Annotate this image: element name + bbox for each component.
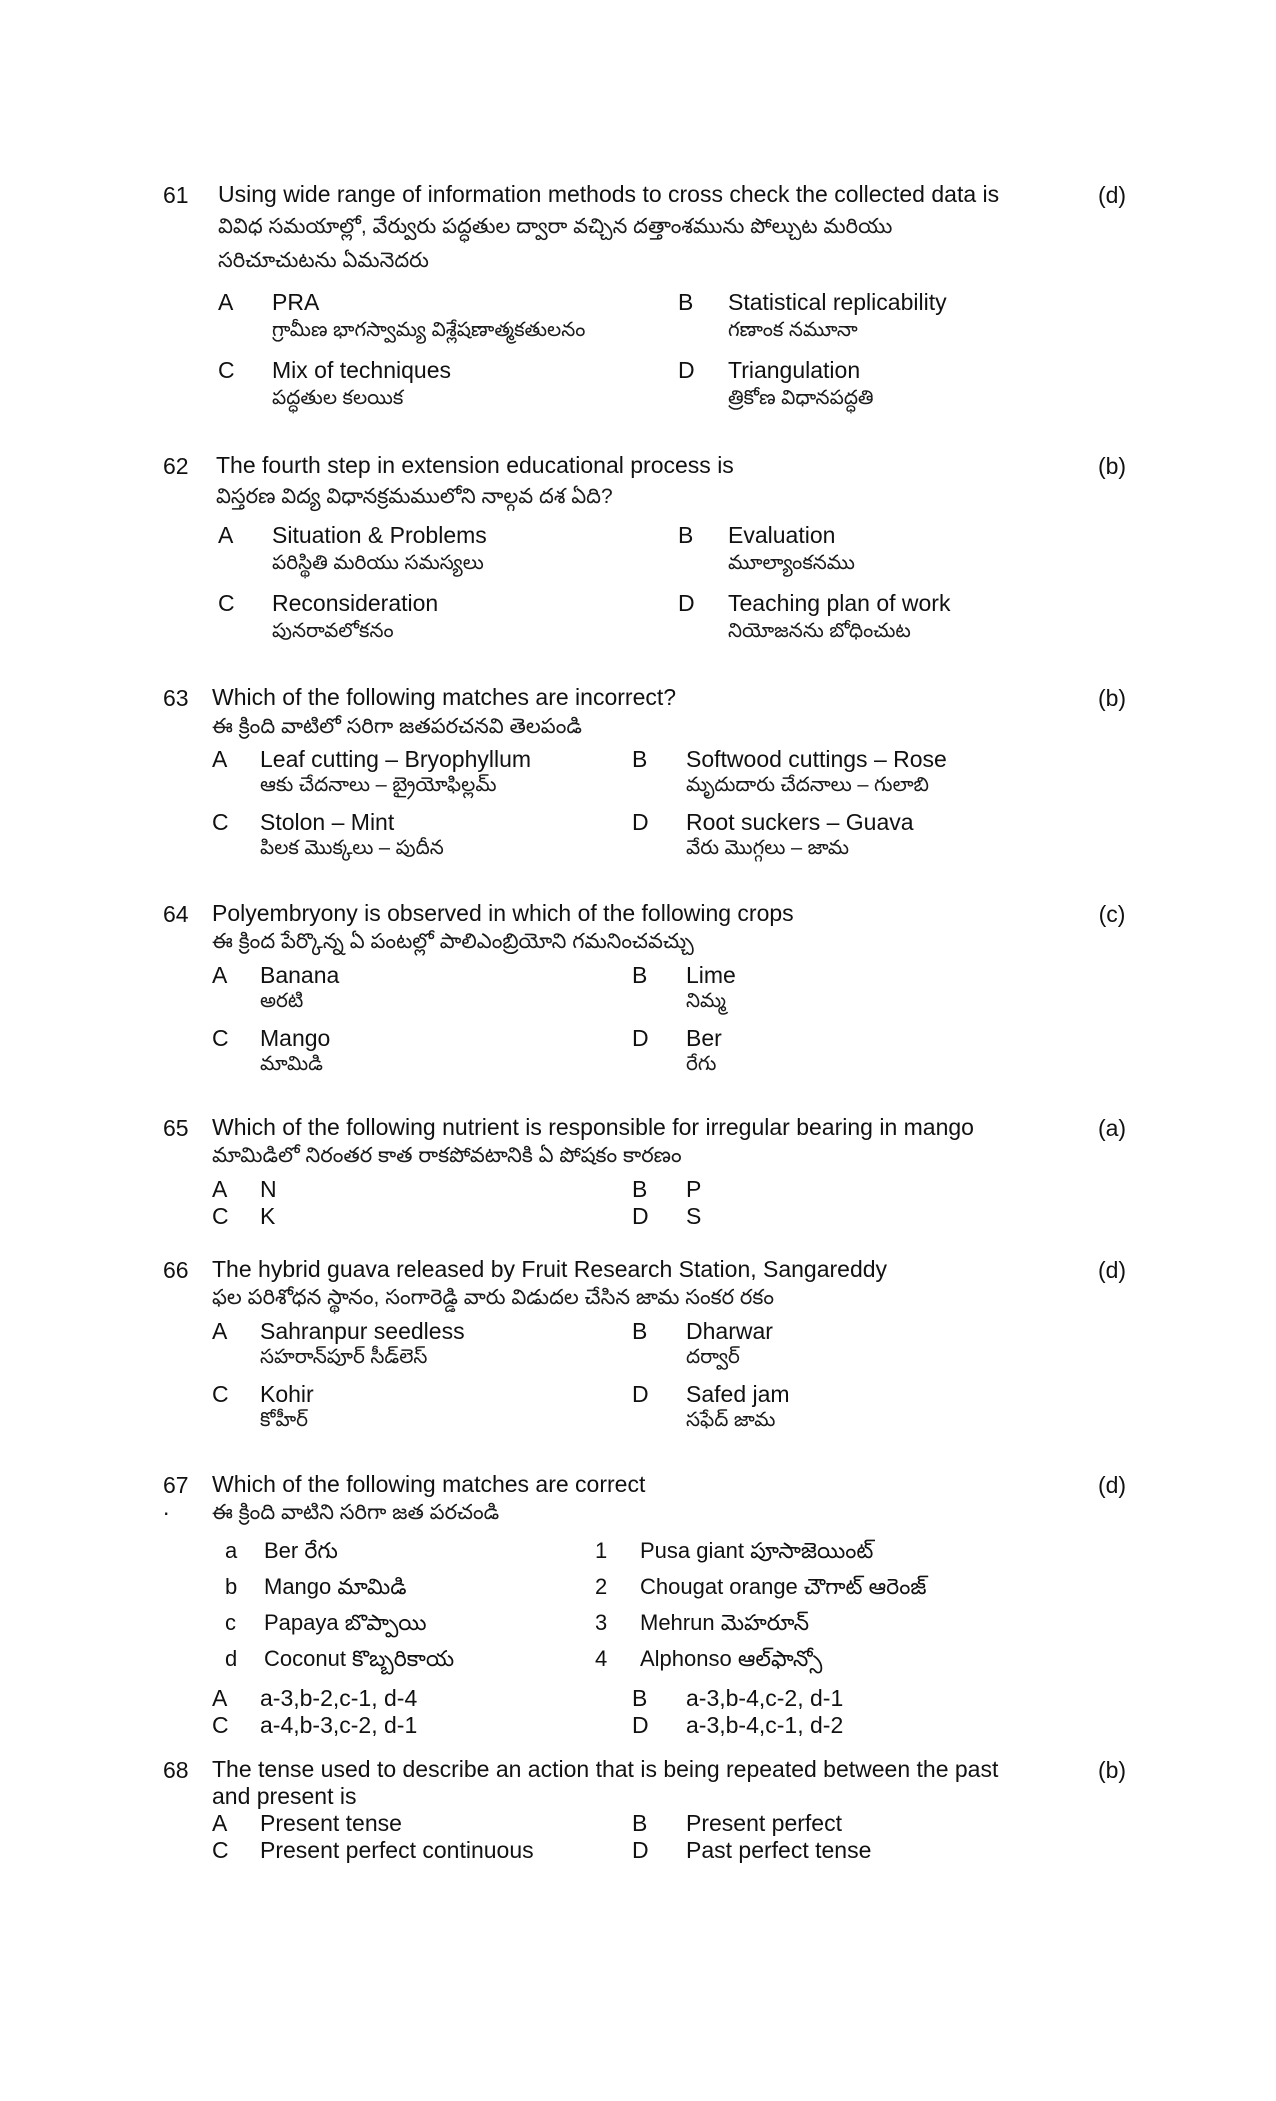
match-right-number: 1	[595, 1538, 608, 1563]
option-text: Softwood cuttings – Rose	[686, 746, 947, 772]
option-text: Present tense	[260, 1810, 402, 1836]
match-row	[0, 1572, 1276, 1606]
option-letter: C	[212, 1381, 229, 1407]
option-letter: D	[678, 357, 695, 383]
option-text: Dharwar	[686, 1318, 773, 1344]
match-right-item: Pusa giant పూసాజెయింట్	[640, 1538, 874, 1563]
option-text: Teaching plan of work	[728, 590, 951, 616]
question-text-line2: and present is	[212, 1783, 357, 1809]
option-text: N	[260, 1176, 277, 1202]
option-text: Safed jam	[686, 1381, 790, 1407]
option-text-telugu: మృదుదారు చేదనాలు – గులాబి	[686, 774, 929, 796]
option-letter: B	[632, 1685, 648, 1711]
option-letter: C	[212, 1837, 229, 1863]
option-text-telugu: సహరాన్‌పూర్ సీడ్‌లెస్	[260, 1346, 428, 1368]
option-text-telugu: గణాంక నమూనా	[728, 319, 858, 341]
option-text-telugu: కోహీర్	[260, 1409, 308, 1431]
option-text-telugu: సఫేద్ జామ	[686, 1409, 776, 1431]
option-text: Present perfect	[686, 1810, 842, 1836]
option-text-telugu: పద్ధతుల కలయిక	[272, 387, 404, 409]
option-text: Lime	[686, 962, 736, 988]
question-text: Which of the following matches are correct	[212, 1471, 646, 1497]
answer-key: (b)	[1097, 685, 1127, 711]
question-text-telugu: విస్తరణ విద్య విధానక్రమములోని నాల్గవ దశ ఏది?	[216, 485, 613, 508]
answer-key: (b)	[1097, 1757, 1127, 1783]
question-number: 65	[163, 1115, 189, 1141]
match-right-item: Mehrun మెహరూన్	[640, 1610, 810, 1635]
match-right-item: Chougat orange చౌగాట్ ఆరెంజ్	[640, 1574, 927, 1599]
question-text: The fourth step in extension educational process is	[216, 452, 734, 478]
question-number: 61	[163, 182, 189, 208]
option-text-telugu: ఆకు చేదనాలు – బ్రైయోఫిల్లమ్	[260, 774, 497, 796]
match-right-number: 3	[595, 1610, 608, 1635]
option-text-telugu: గ్రామీణ భాగస్వామ్య విశ్లేషణాత్మకతులనం	[272, 319, 586, 341]
option-text: Reconsideration	[272, 590, 439, 616]
option-letter: D	[632, 1203, 649, 1229]
match-left-item: Mango మామిడి	[264, 1574, 407, 1599]
option-text-telugu: త్రికోణ విధానపద్ధతి	[728, 387, 874, 409]
option-text-telugu: అరటి	[260, 990, 304, 1012]
match-left-letter: d	[225, 1646, 238, 1671]
question-text: Which of the following matches are incorrect?	[212, 684, 677, 710]
option-text-telugu: నియోజనను బోధించుట	[728, 620, 911, 642]
option-text: a-3,b-4,c-2, d-1	[686, 1685, 844, 1711]
option-letter: A	[212, 1176, 228, 1202]
question-number: 64	[163, 901, 189, 927]
match-left-item: Papaya బొప్పాయి	[264, 1610, 427, 1635]
option-letter: A	[218, 522, 234, 548]
match-left-item: Ber రేగు	[264, 1538, 338, 1563]
option-text-telugu: మూల్యాంకనము	[728, 552, 855, 574]
question-text-telugu: ఈ క్రింద పేర్కొన్న ఏ పంటల్లో పాలిఎంబ్రియోని గమనించవచ్చు	[212, 930, 694, 953]
option-letter: C	[212, 1712, 229, 1738]
question-text: Using wide range of information methods to cross check the collected data is	[218, 181, 1000, 207]
option-letter: A	[212, 1318, 228, 1344]
option-text-telugu: రేగు	[686, 1053, 717, 1075]
question-number: 67	[163, 1472, 189, 1498]
option-text: Past perfect tense	[686, 1837, 872, 1863]
answer-key: (d)	[1097, 1257, 1127, 1283]
match-left-letter: a	[225, 1538, 238, 1563]
match-row	[0, 1536, 1276, 1570]
option-letter: D	[632, 1025, 649, 1051]
option-text-telugu: దర్వార్	[686, 1346, 740, 1368]
answer-key: (d)	[1097, 1472, 1127, 1498]
option-text-telugu: పరిస్థితి మరియు సమస్యలు	[272, 552, 484, 574]
question-number-dot: .	[163, 1494, 170, 1520]
option-letter: A	[212, 746, 228, 772]
option-text: Situation & Problems	[272, 522, 487, 548]
option-letter: D	[632, 1712, 649, 1738]
option-letter: A	[212, 962, 228, 988]
option-text: S	[686, 1203, 702, 1229]
question-text-telugu-line2: సరిచూచుటను ఏమనెదరు	[218, 249, 429, 272]
option-text: P	[686, 1176, 702, 1202]
option-letter: D	[632, 1381, 649, 1407]
question-text-telugu: ఈ క్రింది వాటిలో సరిగా జతపరచనవి తెలపండి	[212, 715, 582, 738]
option-letter: B	[632, 962, 648, 988]
answer-key: (c)	[1098, 901, 1126, 927]
answer-key: (b)	[1097, 453, 1127, 479]
option-letter: C	[212, 1203, 229, 1229]
option-letter: C	[212, 1025, 229, 1051]
option-letter: D	[632, 809, 649, 835]
option-text: Root suckers – Guava	[686, 809, 914, 835]
match-left-item: Coconut కొబ్బరికాయ	[264, 1646, 455, 1671]
option-text: a-3,b-4,c-1, d-2	[686, 1712, 844, 1738]
match-left-letter: b	[225, 1574, 238, 1599]
question-text: Polyembryony is observed in which of the following crops	[212, 900, 794, 926]
option-letter: B	[678, 289, 694, 315]
question-number: 62	[163, 453, 189, 479]
question-number: 68	[163, 1757, 189, 1783]
option-text-telugu: వేరు మొగ్గలు – జామ	[686, 837, 850, 859]
question-text-telugu: ఫల పరిశోధన స్థానం, సంగారెడ్డి వారు విడుదల చేసిన జామ సంకర రకం	[212, 1286, 774, 1309]
match-right-item: Alphonso ఆల్‌ఫాన్సో	[640, 1646, 823, 1671]
option-text: a-4,b-3,c-2, d-1	[260, 1712, 418, 1738]
option-text: Sahranpur seedless	[260, 1318, 465, 1344]
question-text-telugu: ఈ క్రింది వాటిని సరిగా జత పరచండి	[212, 1501, 500, 1524]
option-letter: B	[678, 522, 694, 548]
option-letter: B	[632, 1810, 648, 1836]
option-letter: D	[678, 590, 695, 616]
question-text: Which of the following nutrient is responsible for irregular bearing in mango	[212, 1114, 974, 1140]
answer-key: (a)	[1097, 1115, 1127, 1141]
option-text: Evaluation	[728, 522, 836, 548]
option-text: Mix of techniques	[272, 357, 451, 383]
option-text-telugu: పిలక మొక్కలు – పుదీన	[260, 837, 444, 859]
question-number: 63	[163, 685, 189, 711]
match-right-number: 4	[595, 1646, 608, 1671]
option-text: Mango	[260, 1025, 331, 1051]
question-text: The hybrid guava released by Fruit Research Station, Sangareddy	[212, 1256, 888, 1282]
option-text: Statistical replicability	[728, 289, 947, 315]
question-text-telugu: మామిడిలో నిరంతర కాత రాకపోవటానికి ఏ పోషకం కారణం	[212, 1144, 682, 1167]
option-text: Triangulation	[728, 357, 861, 383]
option-text-telugu: మామిడి	[260, 1053, 323, 1075]
option-letter: C	[218, 590, 235, 616]
match-row	[0, 1608, 1276, 1642]
option-letter: A	[218, 289, 234, 315]
question-number: 66	[163, 1257, 189, 1283]
option-text: Ber	[686, 1025, 722, 1051]
option-letter: B	[632, 1176, 648, 1202]
option-letter: C	[218, 357, 235, 383]
option-text: K	[260, 1203, 276, 1229]
option-text-telugu: పునరావలోకనం	[272, 620, 394, 642]
option-letter: C	[212, 809, 229, 835]
option-letter: A	[212, 1810, 228, 1836]
match-left-letter: c	[225, 1610, 236, 1635]
option-letter: B	[632, 746, 648, 772]
option-text-telugu: నిమ్మ	[686, 990, 726, 1012]
match-row	[0, 1644, 1276, 1678]
option-text: Stolon – Mint	[260, 809, 395, 835]
question-text-telugu: వివిధ సమయాల్లో, వేర్వురు పద్ధతుల ద్వారా వచ్చిన దత్తాంశమును పోల్చుట మరియు	[218, 215, 893, 238]
option-letter: D	[632, 1837, 649, 1863]
answer-key: (d)	[1097, 182, 1127, 208]
option-letter: A	[212, 1685, 228, 1711]
option-text: a-3,b-2,c-1, d-4	[260, 1685, 418, 1711]
option-text: Banana	[260, 962, 340, 988]
option-letter: B	[632, 1318, 648, 1344]
option-text: Leaf cutting – Bryophyllum	[260, 746, 532, 772]
option-text: Present perfect continuous	[260, 1837, 534, 1863]
question-text: The tense used to describe an action that is being repeated between the past	[212, 1756, 999, 1782]
option-text: Kohir	[260, 1381, 314, 1407]
option-text: PRA	[272, 289, 320, 315]
match-right-number: 2	[595, 1574, 608, 1599]
